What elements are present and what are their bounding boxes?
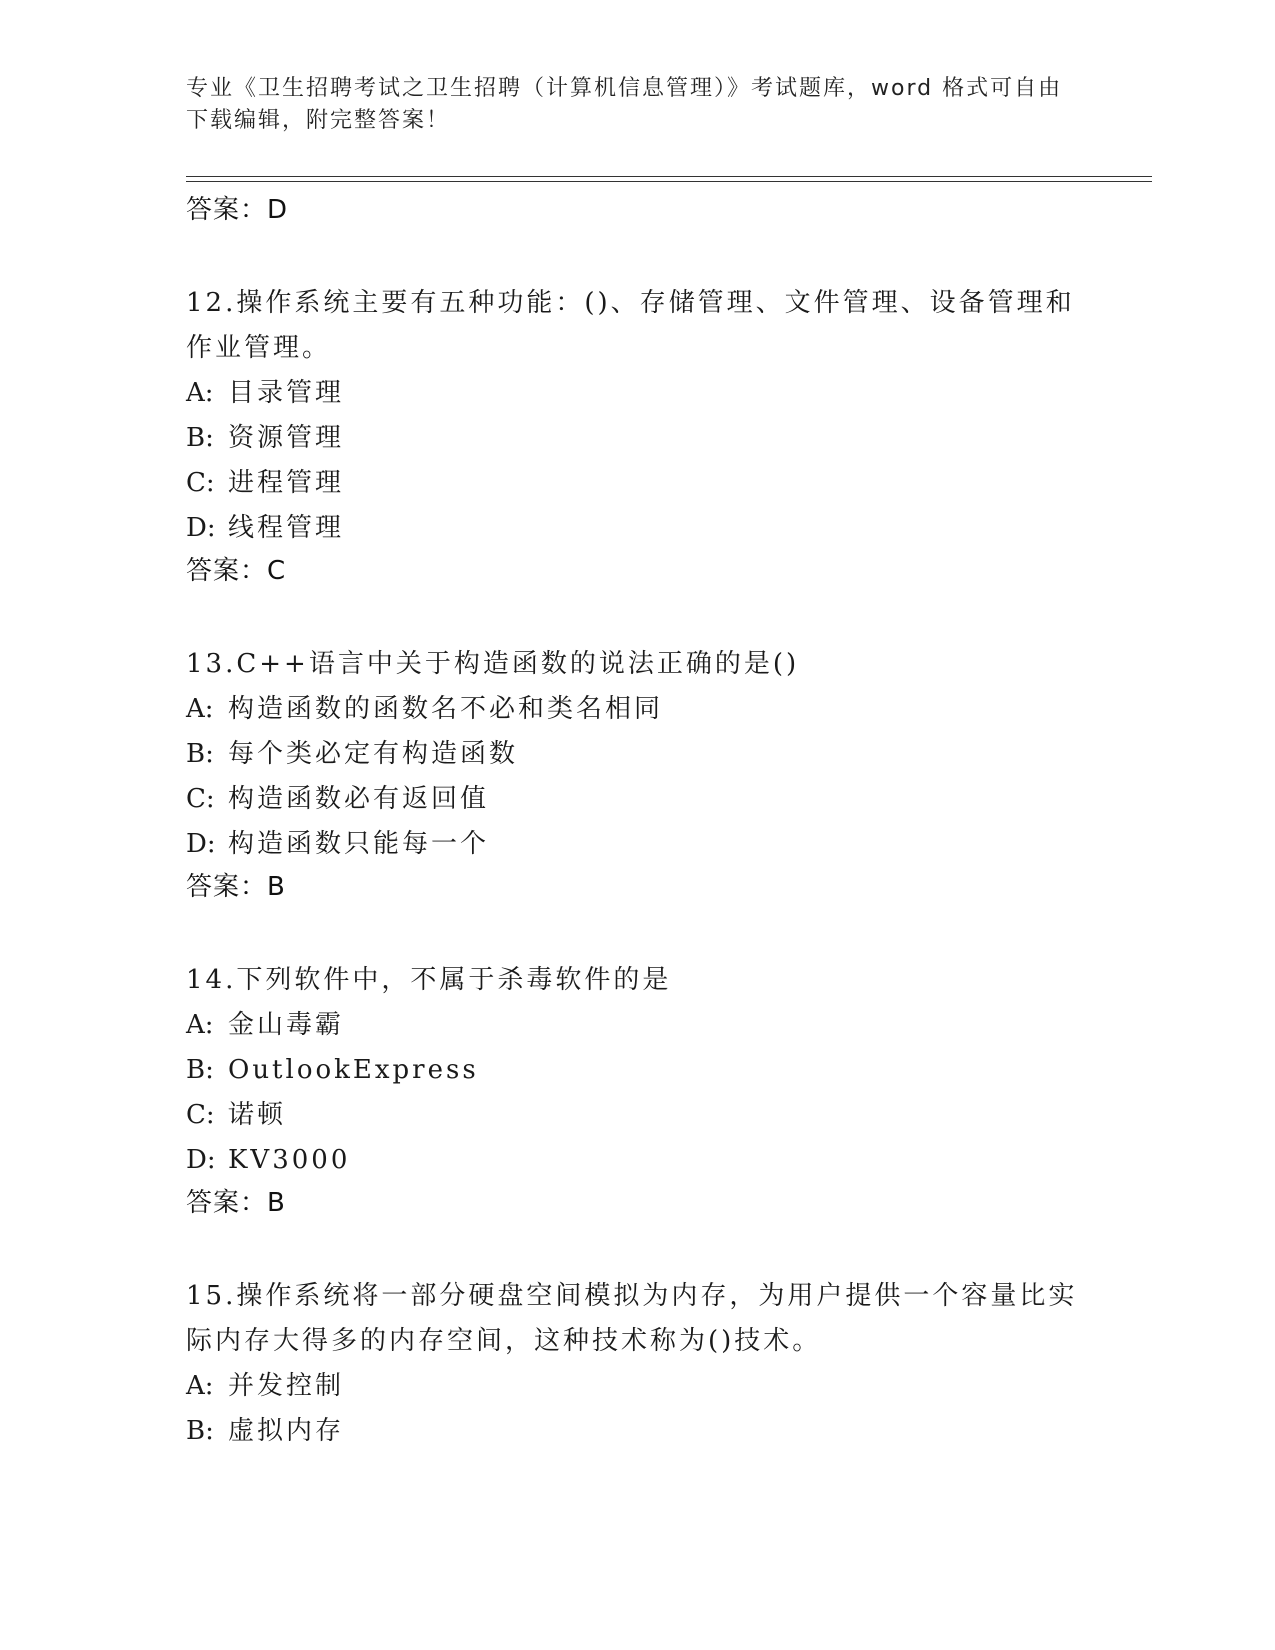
option-letter: D: [186, 513, 216, 543]
option-b [186, 1048, 1086, 1093]
option-text: 构造函数的函数名不必和类名相同 [228, 694, 664, 724]
option-text: 金山毒霸 [228, 1010, 345, 1040]
option-letter: A: [186, 694, 214, 724]
option-letter: C: [186, 1100, 215, 1130]
option-a [186, 1364, 1086, 1409]
option-letter: C: [186, 784, 215, 814]
option-c [186, 461, 1086, 506]
option-b [186, 1409, 1086, 1454]
option-letter: B: [186, 1416, 214, 1446]
option-letter: A: [186, 1371, 214, 1401]
answer-line: 答案：B [186, 872, 286, 902]
option-a [186, 1003, 1086, 1048]
answer-line: 答案：C [186, 556, 287, 586]
option-text: 构造函数只能每一个 [228, 829, 490, 859]
option-d [186, 1138, 1086, 1183]
header-divider [186, 176, 1152, 182]
option-d [186, 822, 1086, 867]
question-text: 14.下列软件中，不属于杀毒软件的是 [186, 965, 672, 995]
question-text: 12.操作系统主要有五种功能：()、存储管理、文件管理、设备管理和作业管理。 [186, 288, 1075, 363]
option-text: OutlookExpress [228, 1055, 479, 1085]
option-letter: D: [186, 1145, 216, 1175]
option-letter: D: [186, 829, 216, 859]
question-list [186, 190, 1086, 1454]
option-text: 诺顿 [228, 1100, 287, 1130]
option-text: 进程管理 [228, 468, 345, 498]
question-14 [186, 958, 1086, 1223]
option-a [186, 687, 1086, 732]
option-letter: A: [186, 1010, 214, 1040]
option-d [186, 506, 1086, 551]
answer-line: 答案：D [186, 195, 289, 225]
option-letter: B: [186, 739, 214, 769]
option-a [186, 371, 1086, 416]
option-text: 构造函数必有返回值 [228, 784, 490, 814]
option-c [186, 1093, 1086, 1138]
option-text: 并发控制 [228, 1371, 345, 1401]
question-15 [186, 1274, 1086, 1454]
question-13 [186, 642, 1086, 907]
question-text: 13.C++语言中关于构造函数的说法正确的是() [186, 649, 800, 679]
option-text: 线程管理 [228, 513, 345, 543]
document-header: 专业《卫生招聘考试之卫生招聘（计算机信息管理）》考试题库，word 格式可自由下载编辑，附完整答案！ [186, 76, 1063, 133]
option-text: KV3000 [228, 1145, 351, 1175]
option-b [186, 732, 1086, 777]
question-text: 15.操作系统将一部分硬盘空间模拟为内存，为用户提供一个容量比实际内存大得多的内存空间，这种技术称为()技术。 [186, 1281, 1078, 1356]
answer-line: 答案：B [186, 1188, 286, 1218]
option-letter: C: [186, 468, 215, 498]
option-letter: A: [186, 378, 214, 408]
question-12 [186, 281, 1086, 591]
option-c [186, 777, 1086, 822]
option-letter: B: [186, 1055, 214, 1085]
option-b [186, 416, 1086, 461]
option-text: 目录管理 [228, 378, 345, 408]
option-text: 资源管理 [228, 423, 345, 453]
option-letter: B: [186, 423, 214, 453]
option-text: 虚拟内存 [228, 1416, 345, 1446]
option-text: 每个类必定有构造函数 [228, 739, 519, 769]
